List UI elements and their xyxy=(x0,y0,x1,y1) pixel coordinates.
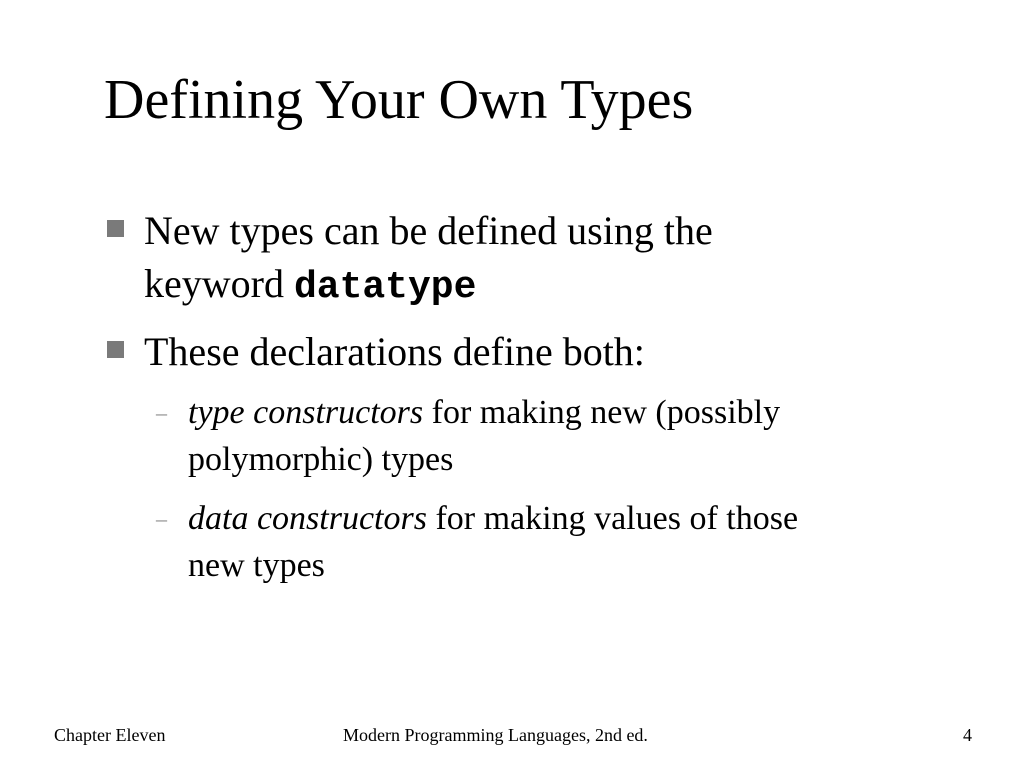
sub-bullet-emphasis: data constructors xyxy=(188,500,427,537)
slide-title: Defining Your Own Types xyxy=(104,69,694,131)
footer-book-title: Modern Programming Languages, 2nd ed. xyxy=(343,725,648,745)
sub-bullet-text: for making values of those xyxy=(426,500,799,537)
sub-bullet-text: polymorphic) types xyxy=(188,441,454,478)
bullet-text: New types can be defined using the xyxy=(144,208,713,253)
footer-page-number: 4 xyxy=(963,725,972,745)
square-bullet-icon xyxy=(107,341,124,358)
dash-bullet-icon: – xyxy=(156,506,167,531)
sub-bullet-emphasis: type constructors xyxy=(188,394,424,431)
footer-chapter: Chapter Eleven xyxy=(54,725,166,745)
dash-bullet-icon: – xyxy=(156,400,167,425)
sub-bullet-text: new types xyxy=(188,547,325,584)
square-bullet-icon xyxy=(107,220,124,237)
sub-bullet-item xyxy=(156,389,928,483)
code-keyword: datatype xyxy=(293,266,477,309)
sub-bullet-item xyxy=(156,495,928,589)
bullet-item xyxy=(144,204,864,314)
bullet-item xyxy=(144,325,864,378)
bullet-text: These declarations define both: xyxy=(144,329,645,374)
sub-bullet-text: for making new (possibly xyxy=(423,394,781,431)
bullet-text: keyword xyxy=(144,261,294,306)
